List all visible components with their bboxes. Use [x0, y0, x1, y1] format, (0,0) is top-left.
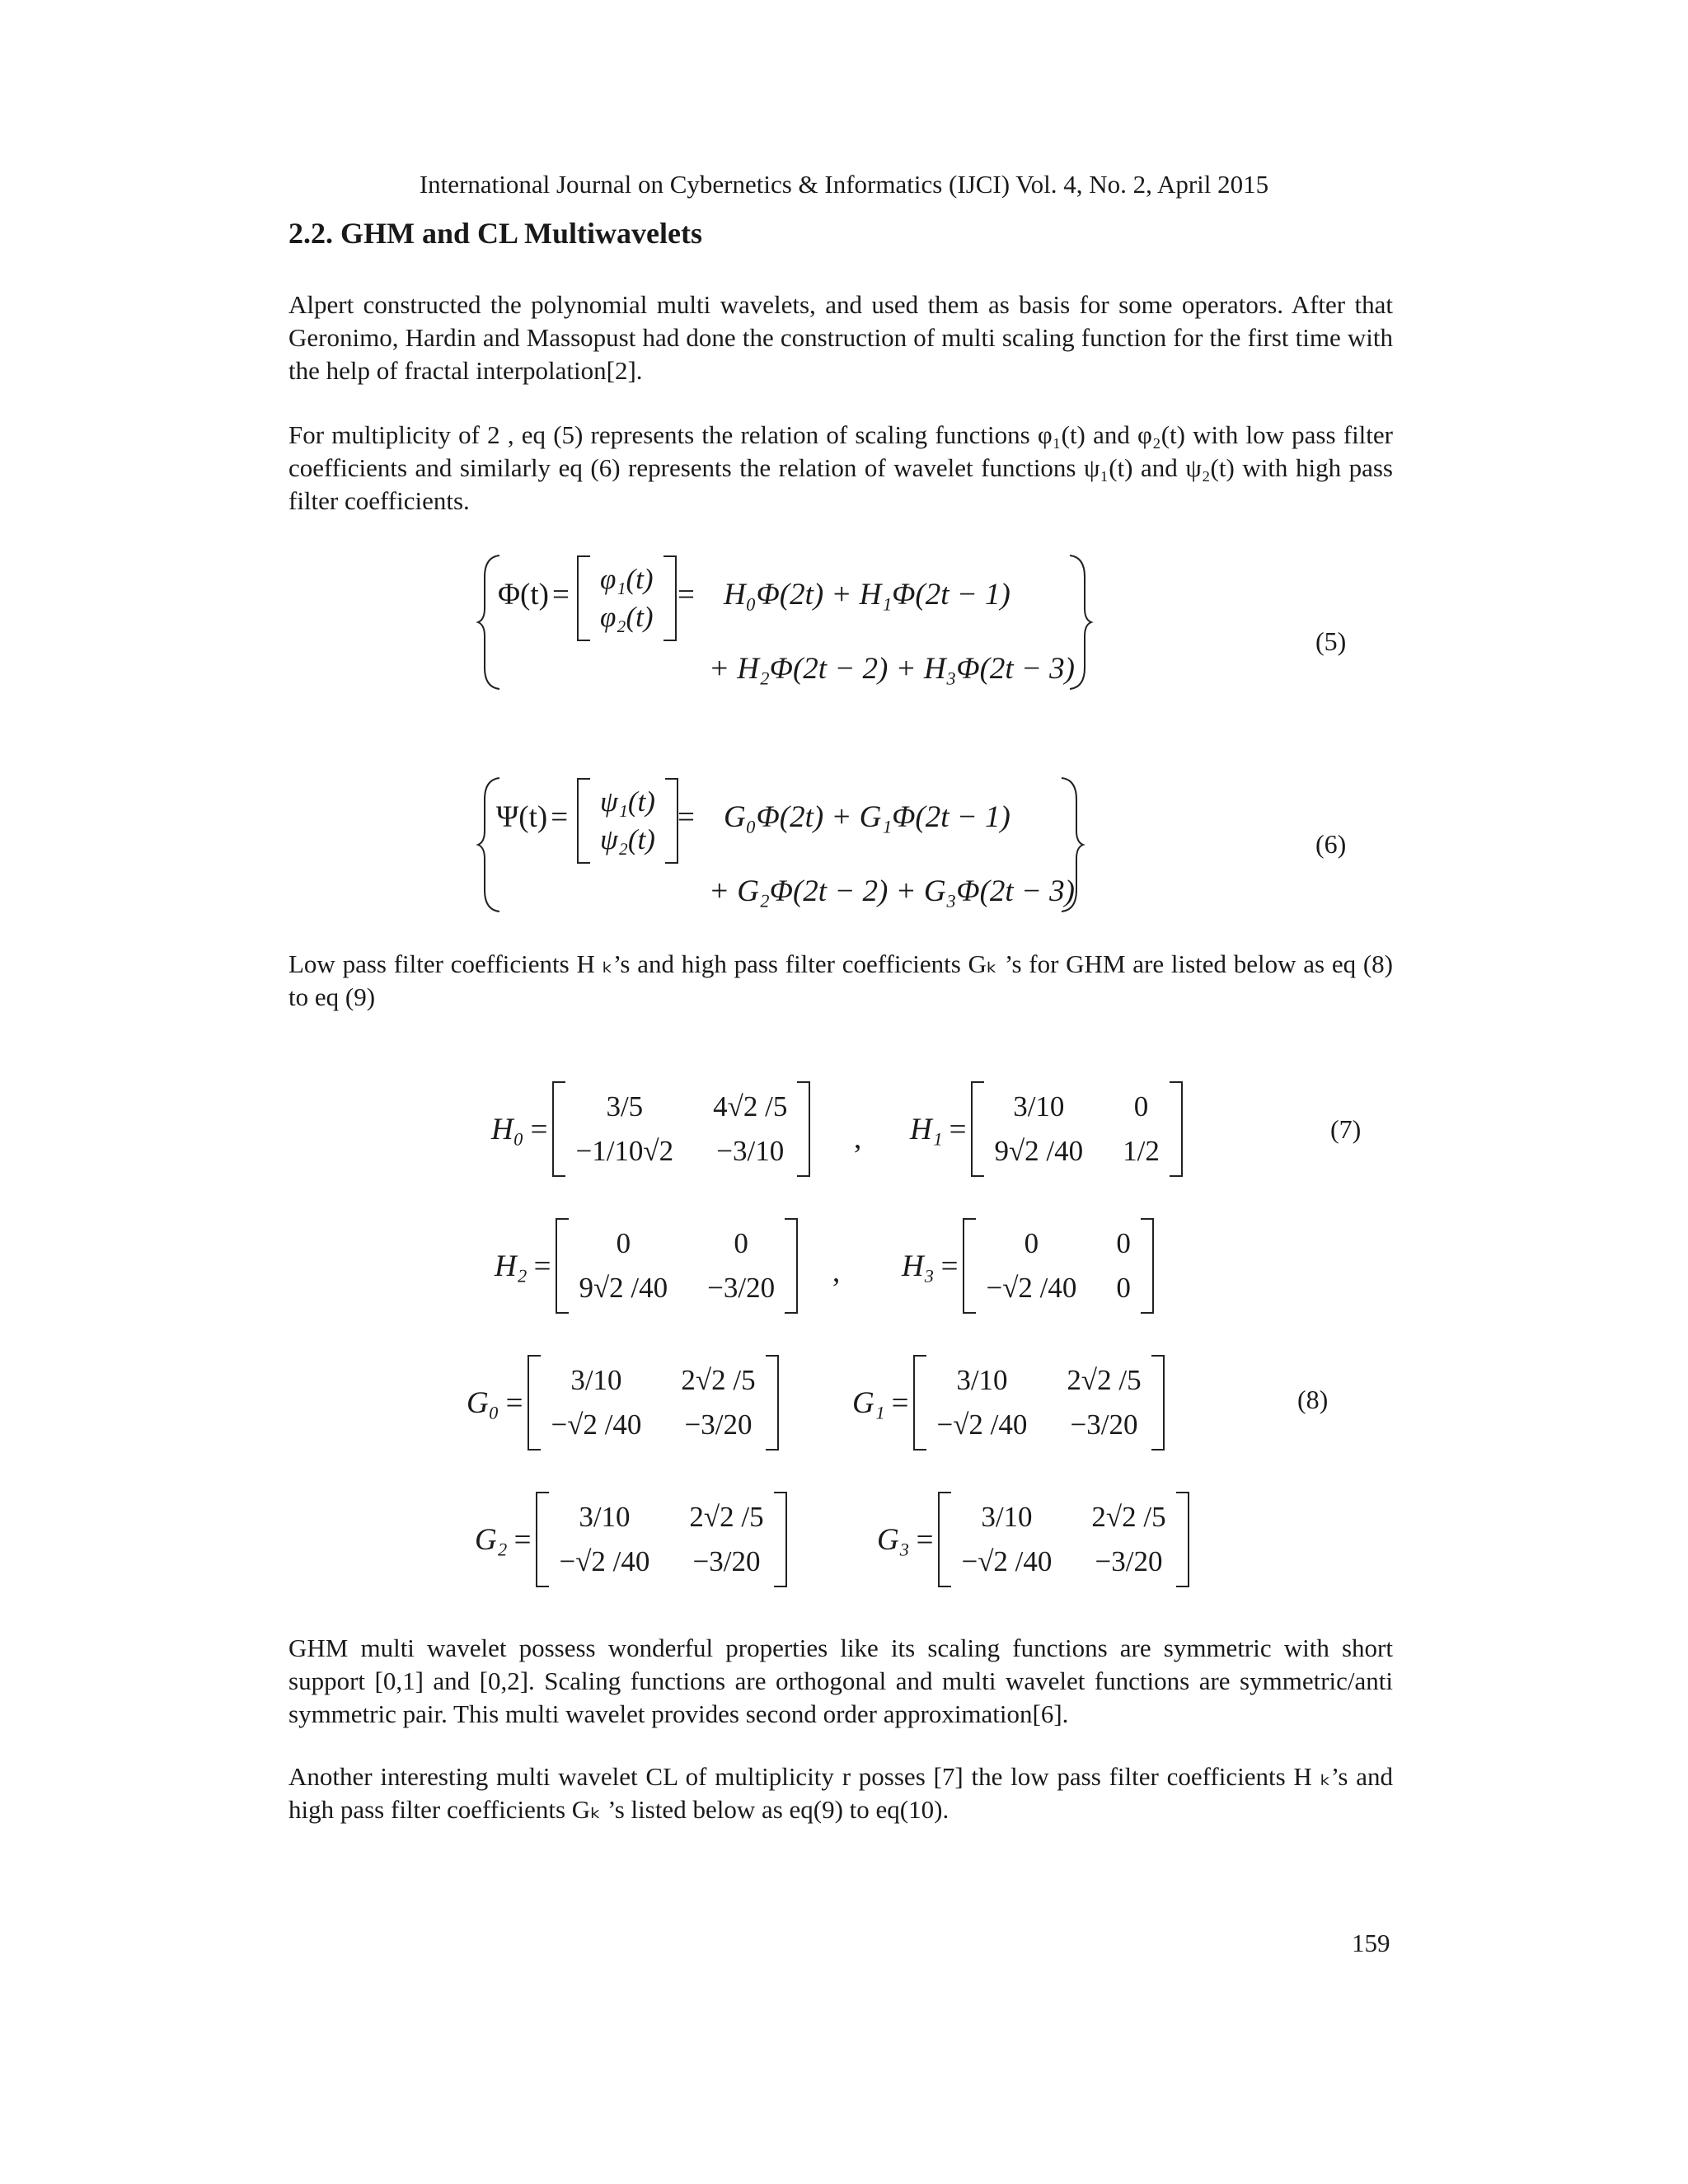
eq5-phi-vector — [577, 555, 677, 641]
left-bracket — [528, 1355, 541, 1451]
eq5-left-brace — [478, 555, 499, 689]
matrix-cell: 0 — [1024, 1227, 1039, 1259]
eq6-left-brace — [478, 778, 499, 912]
matrix-H0: H₀ = 3/5 4√2 /5 −1/10√2 −3/10 — [491, 1081, 810, 1177]
matrix-cell: −3/20 — [1070, 1408, 1138, 1441]
matrix-cell: 3/10 — [570, 1364, 622, 1396]
paragraph-filter-intro: Low pass filter coefficients H ₖ’s and high pass filter coefficients Gₖ ’s for GHM are listed below as eq (8) to eq (9) — [288, 949, 1393, 1011]
eq5-number: (5) — [1315, 626, 1347, 656]
matrix-cell: 0 — [1116, 1227, 1131, 1259]
matrix-H1: H₁ = 3/10 0 9√2 /40 1/2 — [910, 1081, 1183, 1177]
eq6-psi-vector — [577, 778, 678, 864]
matrix-G2: G₂ = 3/10 2√2 /5 −√2 /40 −3/20 — [475, 1492, 787, 1587]
matrix-cell: 1/2 — [1123, 1135, 1160, 1167]
matrix-separator: , — [854, 1122, 862, 1155]
matrix-label: G₀ — [467, 1385, 499, 1420]
vector-cell: φ₂(t) — [600, 601, 654, 633]
right-bracket — [663, 555, 677, 641]
eq6-line2: + G₂Φ(2t − 2) + G₃Φ(2t − 3) — [709, 874, 1075, 908]
matrix-cell: −√2 /40 — [936, 1408, 1028, 1441]
eq5-lhs: Φ(t) = — [498, 578, 570, 612]
right-bracket — [1151, 1355, 1165, 1451]
right-bracket — [1170, 1081, 1183, 1177]
matrix-cell: 9√2 /40 — [994, 1135, 1084, 1167]
matrix-separator: , — [832, 1255, 841, 1289]
matrix-cell: 2√2 /5 — [1091, 1501, 1166, 1533]
left-bracket — [556, 1218, 569, 1314]
left-bracket — [971, 1081, 984, 1177]
right-bracket — [785, 1218, 798, 1314]
eq7-number: (7) — [1330, 1114, 1362, 1144]
matrix-cell: 3/10 — [1013, 1090, 1065, 1122]
matrix-cell: 3/10 — [956, 1364, 1008, 1396]
matrix-cell: 2√2 /5 — [681, 1364, 756, 1396]
matrix-cell: 2√2 /5 — [689, 1501, 764, 1533]
left-bracket — [963, 1218, 976, 1314]
section-title: 2.2. GHM and CL Multiwavelets — [288, 217, 702, 250]
right-bracket — [1141, 1218, 1154, 1314]
vector-cell: ψ₂(t) — [600, 823, 655, 855]
matrix-label: G₂ — [475, 1522, 508, 1557]
matrix-G3: G₃ = 3/10 2√2 /5 −√2 /40 −3/20 — [877, 1492, 1189, 1587]
vector-cell: φ₁(t) — [600, 563, 654, 595]
matrix-cell: 9√2 /40 — [579, 1272, 668, 1304]
paragraph-cl-intro: Another interesting multi wavelet CL of multiplicity r posses [7] the low pass filter coefficients H ₖ’s and high pass filter coefficients Gₖ ’s listed below as eq(9) to eq(10). — [288, 1762, 1393, 1824]
eq8-number: (8) — [1297, 1385, 1329, 1414]
eq6-equals: = — [678, 800, 695, 834]
matrix-label: H₁ — [910, 1112, 943, 1146]
paragraph-ghm-properties: GHM multi wavelet possess wonderful properties like its scaling functions are symmetric with short support [0,1] and [0,2]. Scaling functions are orthogonal and multi wavelet functions are symmetric/anti symmetric pair. This multi wavelet provides second order approximation[6]. — [288, 1633, 1393, 1728]
right-bracket — [665, 778, 678, 864]
right-bracket — [797, 1081, 810, 1177]
right-bracket — [766, 1355, 779, 1451]
matrix-cell: 0 — [1116, 1272, 1131, 1304]
matrix-label: H₂ — [495, 1249, 528, 1283]
matrix-cell: 0 — [1133, 1090, 1149, 1122]
right-bracket — [774, 1492, 787, 1587]
matrix-H3: H₃ = 0 0 −√2 /40 0 — [902, 1218, 1154, 1314]
matrix-cell: −3/20 — [684, 1408, 753, 1441]
page-number: 159 — [1352, 1929, 1390, 1957]
matrix-cell: −√2 /40 — [986, 1272, 1077, 1304]
matrix-cell: −√2 /40 — [559, 1545, 650, 1577]
matrix-G1: G₁ = 3/10 2√2 /5 −√2 /40 −3/20 — [852, 1355, 1165, 1451]
vector-cell: ψ₁(t) — [600, 785, 655, 818]
eq5-line1: H₀Φ(2t) + H₁Φ(2t − 1) — [724, 578, 1010, 612]
eq5-line2: + H₂Φ(2t − 2) + H₃Φ(2t − 3) — [709, 652, 1075, 686]
matrix-H2: H₂ = 0 0 9√2 /40 −3/20 — [495, 1218, 798, 1314]
left-bracket — [913, 1355, 926, 1451]
matrix-cell: −√2 /40 — [961, 1545, 1053, 1577]
journal-header: International Journal on Cybernetics & Informatics (IJCI) Vol. 4, No. 2, April 2015 — [419, 170, 1269, 199]
left-bracket — [938, 1492, 951, 1587]
right-bracket — [1176, 1492, 1189, 1587]
eq6-number: (6) — [1315, 829, 1347, 859]
eq5-equals: = — [678, 578, 695, 612]
matrix-cell: 0 — [734, 1227, 748, 1259]
left-bracket — [536, 1492, 549, 1587]
left-bracket — [552, 1081, 565, 1177]
matrix-cell: −3/20 — [1095, 1545, 1163, 1577]
matrix-label: H₀ — [491, 1112, 524, 1146]
paragraph-intro: Alpert constructed the polynomial multi wavelets, and used them as basis for some operators. After that Geronimo, Hardin and Massopust had done the construction of multi scaling function for the first time with the help of fractal interpolation[2]. — [288, 290, 1393, 385]
matrix-label: H₃ — [902, 1249, 935, 1283]
matrix-cell: 2√2 /5 — [1067, 1364, 1142, 1396]
matrix-cell: −1/10√2 — [575, 1135, 674, 1167]
matrix-cell: 0 — [616, 1227, 631, 1259]
matrix-label: G₃ — [877, 1522, 910, 1557]
matrix-G0: G₀ = 3/10 2√2 /5 −√2 /40 −3/20 — [467, 1355, 779, 1451]
matrix-cell: −3/10 — [716, 1135, 785, 1167]
matrix-cell: 3/10 — [579, 1501, 631, 1533]
left-bracket — [577, 778, 590, 864]
matrix-cell: 3/10 — [981, 1501, 1033, 1533]
matrix-cell: −3/20 — [707, 1272, 776, 1304]
paragraph-multiplicity: For multiplicity of 2 , eq (5) represents the relation of scaling functions φ₁(t) and φ₂(t) with low pass filter coefficients and similarly eq (6) represents the relation of wavelet functions ψ₁(t) and ψ₂(t) with high pass filter coefficients. — [288, 420, 1393, 515]
eq6-lhs: Ψ(t) = — [496, 800, 569, 834]
matrix-label: G₁ — [852, 1385, 885, 1420]
left-bracket — [577, 555, 590, 641]
matrix-cell: −√2 /40 — [551, 1408, 642, 1441]
matrix-cell: 3/5 — [606, 1090, 644, 1122]
matrix-cell: 4√2 /5 — [713, 1090, 788, 1122]
eq6-line1: G₀Φ(2t) + G₁Φ(2t − 1) — [724, 800, 1010, 834]
matrix-cell: −3/20 — [692, 1545, 761, 1577]
